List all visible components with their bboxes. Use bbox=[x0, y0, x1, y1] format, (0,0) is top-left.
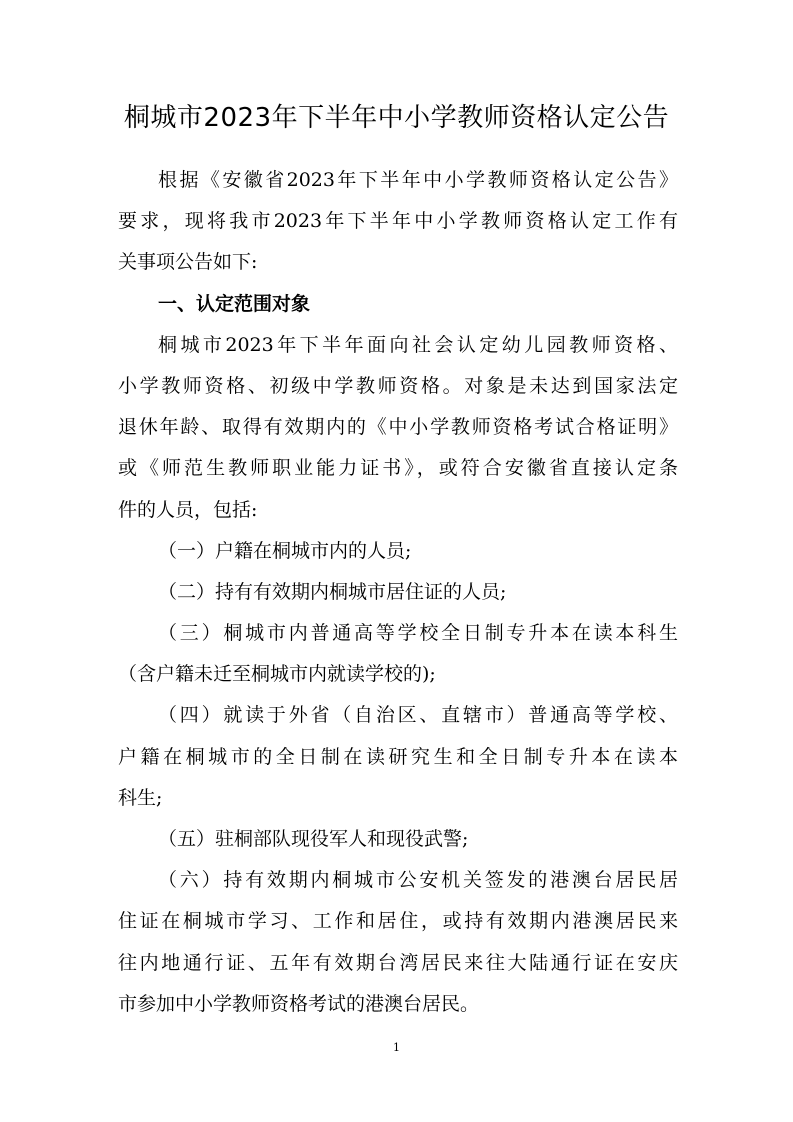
paragraph-line: 小学教师资格、初级中学教师资格。对象是未达到国家法定 bbox=[118, 374, 678, 397]
list-item-continuation: 市参加中小学教师资格考试的港澳台居民。 bbox=[118, 992, 480, 1015]
document-body bbox=[118, 160, 678, 1025]
list-item: （一）户籍在桐城市内的人员; bbox=[158, 539, 412, 562]
intro-line: 要求，现将我市2023年下半年中小学教师资格认定工作有 bbox=[118, 210, 678, 233]
list-item: （二）持有有效期内桐城市居住证的人员; bbox=[158, 580, 507, 603]
intro-line: 关事项公告如下: bbox=[118, 251, 258, 274]
paragraph-line: 桐城市2023年下半年面向社会认定幼儿园教师资格、 bbox=[158, 333, 678, 356]
list-item: （四）就读于外省（自治区、直辖市）普通高等学校、 bbox=[158, 704, 678, 727]
list-item-continuation: 户籍在桐城市的全日制在读研究生和全日制专升本在读本 bbox=[118, 745, 678, 768]
paragraph-line: 或《师范生教师职业能力证书》，或符合安徽省直接认定条 bbox=[118, 457, 678, 480]
list-item: （五）驻桐部队现役军人和现役武警; bbox=[158, 828, 469, 850]
list-item: （三）桐城市内普通高等学校全日制专升本在读本科生 bbox=[158, 622, 678, 645]
paragraph-line: 退休年龄、取得有效期内的《中小学教师资格考试合格证明》 bbox=[118, 416, 678, 439]
page-number: 1 bbox=[393, 1041, 400, 1054]
intro-line: 根据《安徽省2023年下半年中小学教师资格认定公告》 bbox=[158, 169, 678, 191]
list-item-continuation: 科生; bbox=[118, 786, 163, 809]
document-title: 桐城市2023年下半年中小学教师资格认定公告 bbox=[123, 103, 670, 133]
list-item-continuation: 往内地通行证、五年有效期台湾居民来往大陆通行证在安庆 bbox=[118, 951, 678, 974]
list-item-continuation: 住证在桐城市学习、工作和居住，或持有效期内港澳居民来 bbox=[118, 910, 678, 933]
section-heading: 一、认定范围对象 bbox=[158, 292, 311, 315]
paragraph-line: 件的人员，包括: bbox=[118, 498, 258, 521]
list-item: （六）持有效期内桐城市公安机关签发的港澳台居民居 bbox=[158, 869, 678, 892]
list-item-continuation: （含户籍未迁至桐城市内就读学校的); bbox=[118, 663, 436, 686]
